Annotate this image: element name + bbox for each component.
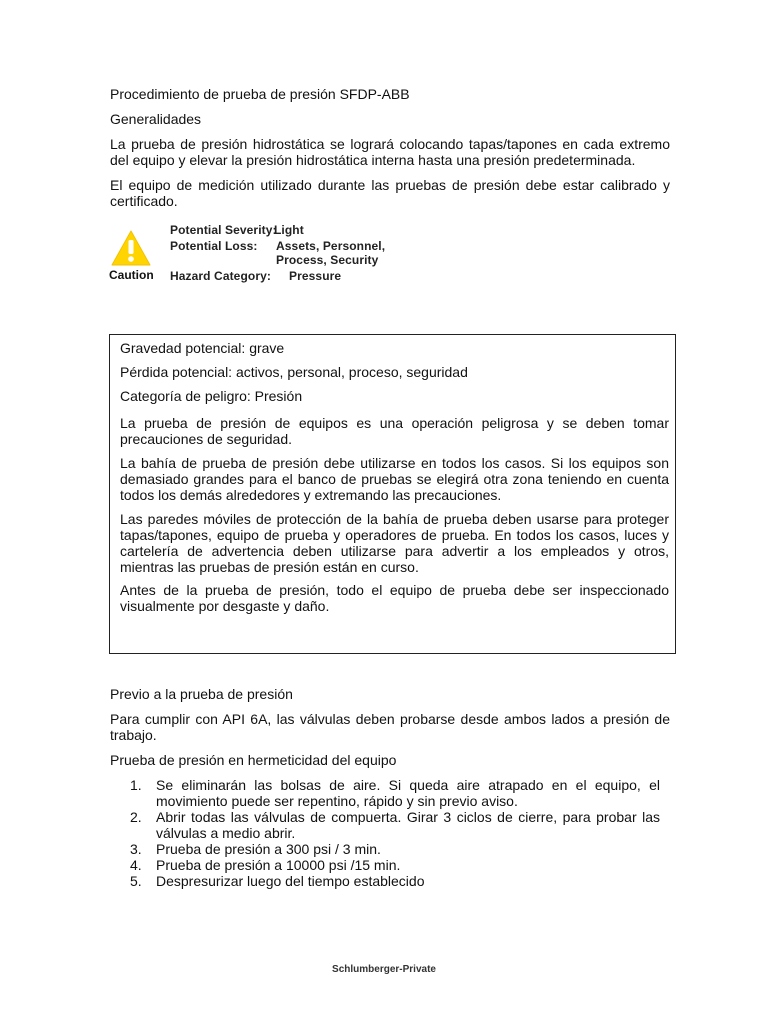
- category-value: Pressure: [289, 269, 342, 283]
- box-loss-line: Pérdida potencial: activos, personal, proceso, seguridad: [120, 364, 468, 380]
- section-heading-tightness: Prueba de presión en hermeticidad del equipo: [110, 752, 397, 768]
- safety-warning-box: [109, 334, 676, 654]
- box-severity-line: Gravedad potencial: grave: [120, 340, 285, 356]
- box-paragraph-test-bay: La bahía de prueba de presión debe utilizarse en todos los casos. Si los equipos son demasiado grandes para el banco de pruebas se elegirá otra zona teniendo en cuenta todos los demás alrededores y extremando las precauciones.: [120, 455, 669, 503]
- box-paragraph-walls: Las paredes móviles de protección de la bahía de prueba deben usarse para proteger tapas/tapones, equipo de prueba y operadores de prueba. En todos los casos, luces y cartelería de advertencia deben utilizarse para advertir a los empleados y otros, mientras las pruebas de presión están en curso.: [120, 511, 669, 575]
- document-title: Procedimiento de prueba de presión SFDP-ABB: [110, 86, 410, 102]
- list-item-text: Prueba de presión a 300 psi / 3 min.: [156, 841, 381, 857]
- box-paragraph-dangerous: La prueba de presión de equipos es una operación peligrosa y se deben tomar precauciones de seguridad.: [120, 415, 669, 447]
- list-item-number: 3.: [130, 841, 142, 857]
- caution-label: Caution: [109, 268, 154, 282]
- severity-value: Light: [274, 223, 304, 237]
- paragraph-calibration: El equipo de medición utilizado durante las pruebas de presión debe estar calibrado y certificado.: [110, 177, 670, 209]
- steps-list: [110, 777, 660, 889]
- section-heading-prior: Previo a la prueba de presión: [110, 686, 293, 702]
- list-item: [110, 873, 660, 889]
- list-item: [110, 841, 660, 857]
- list-item-text: Prueba de presión a 10000 psi /15 min.: [156, 857, 401, 873]
- warning-triangle-icon: [111, 230, 151, 266]
- loss-value-line2: Process, Security: [276, 253, 379, 267]
- list-item-text: Despresurizar luego del tiempo establecido: [156, 873, 425, 889]
- list-item-number: 2.: [130, 809, 142, 825]
- list-item: [110, 809, 660, 841]
- hazard-caution-block: [109, 222, 399, 284]
- list-item-number: 4.: [130, 857, 142, 873]
- severity-label: Potential Severity:: [170, 223, 277, 237]
- box-category-line: Categoría de peligro: Presión: [120, 388, 303, 404]
- loss-label: Potential Loss:: [170, 239, 258, 253]
- section-heading-general: Generalidades: [110, 111, 202, 127]
- paragraph-hydrostatic: La prueba de presión hidrostática se logrará colocando tapas/tapones en cada extremo del equipo y elevar la presión hidrostática interna hasta una presión predeterminada.: [110, 136, 670, 168]
- list-item-text: Abrir todas las válvulas de compuerta. Girar 3 ciclos de cierre, para probar las válvulas a medio abrir.: [156, 809, 660, 841]
- loss-value-line1: Assets, Personnel,: [276, 239, 386, 253]
- list-item: [110, 857, 660, 873]
- list-item-number: 1.: [130, 777, 142, 793]
- list-item-number: 5.: [130, 873, 142, 889]
- category-label: Hazard Category:: [170, 269, 271, 283]
- paragraph-api6a: Para cumplir con API 6A, las válvulas deben probarse desde ambos lados a presión de trabajo.: [110, 711, 670, 743]
- box-paragraph-inspection: Antes de la prueba de presión, todo el equipo de prueba debe ser inspeccionado visualmente por desgaste y daño.: [120, 582, 669, 614]
- footer-classification: Schlumberger-Private: [332, 964, 436, 975]
- list-item-text: Se eliminarán las bolsas de aire. Si queda aire atrapado en el equipo, el movimiento puede ser repentino, rápido y sin previo aviso.: [156, 777, 660, 809]
- list-item: [110, 777, 660, 809]
